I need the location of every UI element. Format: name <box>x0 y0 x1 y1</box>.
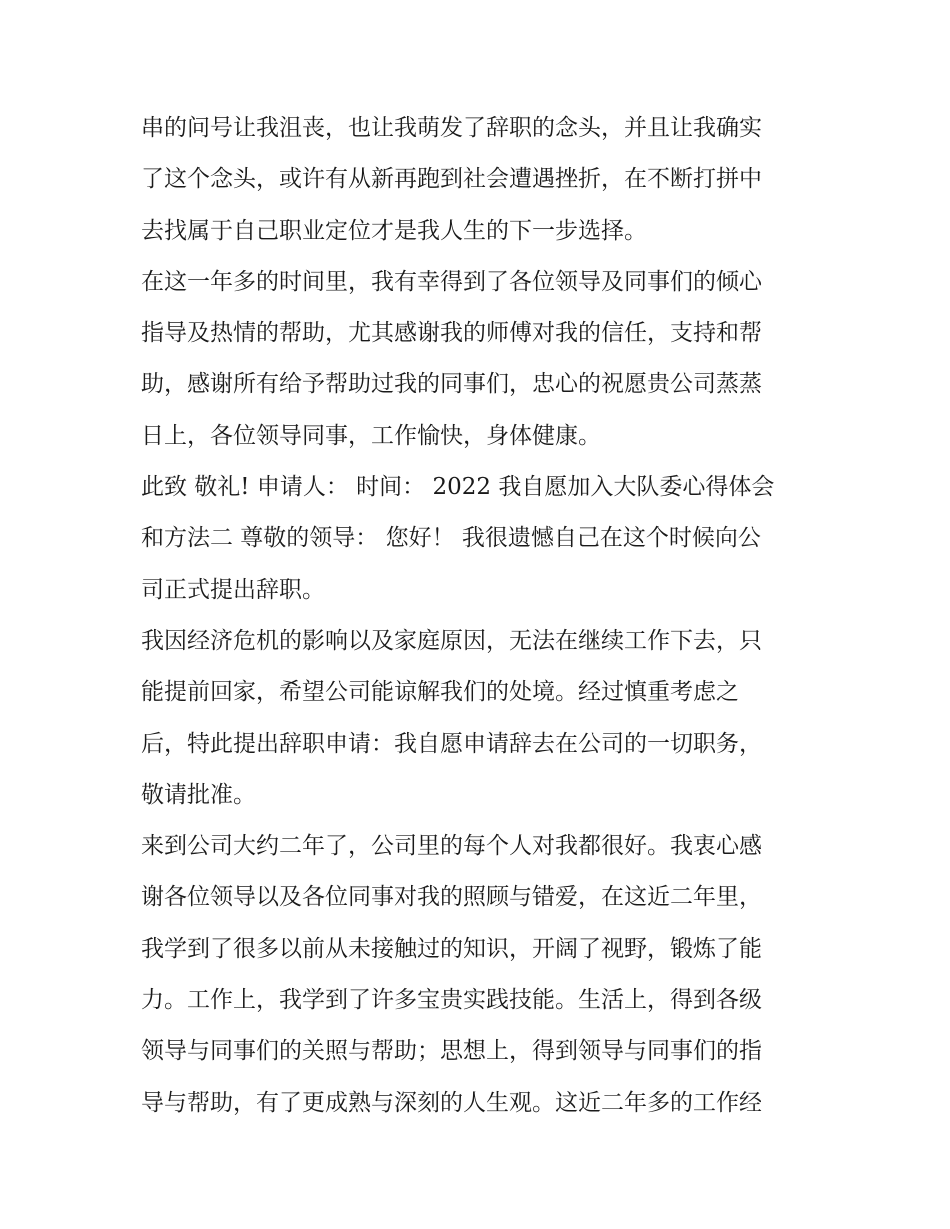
text-line: 和方法二 尊敬的领导： 您好！ 我很遗憾自己在这个时候向公 <box>141 525 761 552</box>
text-line: 指导及热情的帮助，尤其感谢我的师傅对我的信任，支持和帮 <box>141 320 762 347</box>
text-line: 在这一年多的时间里，我有幸得到了各位领导及同事们的倾心 <box>141 268 762 295</box>
text-line: 我因经济危机的影响以及家庭原因，无法在继续工作下去，只 <box>141 627 762 654</box>
text-line: 敬请批准。 <box>141 781 256 808</box>
text-line: 我学到了很多以前从未接触过的知识，开阔了视野，锻炼了能 <box>141 935 762 962</box>
text-line: 导与帮助，有了更成熟与深刻的人生观。这近二年多的工作经 <box>141 1089 762 1116</box>
text-line: 日上，各位领导同事，工作愉快，身体健康。 <box>141 422 601 449</box>
text-line: 领导与同事们的关照与帮助；思想上，得到领导与同事们的指 <box>141 1038 762 1065</box>
text-line: 此致 敬礼! 申请人： 时间： 2022 我自愿加入大队委心得体会 <box>141 474 775 501</box>
text-line: 了这个念头，或许有从新再跑到社会遭遇挫折，在不断打拼中 <box>141 166 762 193</box>
text-line: 助，感谢所有给予帮助过我的同事们，忠心的祝愿贵公司蒸蒸 <box>141 371 762 398</box>
text-line: 谢各位领导以及各位同事对我的照顾与错爱，在这近二年里， <box>141 884 762 911</box>
text-line: 能提前回家，希望公司能谅解我们的处境。经过慎重考虑之 <box>141 679 739 706</box>
text-line: 来到公司大约二年了，公司里的每个人对我都很好。我衷心感 <box>141 833 762 860</box>
text-line: 串的问号让我沮丧，也让我萌发了辞职的念头，并且让我确实 <box>141 115 762 141</box>
text-line: 后，特此提出辞职申请：我自愿申请辞去在公司的一切职务， <box>141 730 762 757</box>
text-line: 力。工作上，我学到了许多宝贵实践技能。生活上，得到各级 <box>141 987 762 1014</box>
text-line: 去找属于自己职业定位才是我人生的下一步选择。 <box>141 217 647 244</box>
text-line: 司正式提出辞职。 <box>141 576 325 603</box>
body-text <box>141 103 821 1129</box>
